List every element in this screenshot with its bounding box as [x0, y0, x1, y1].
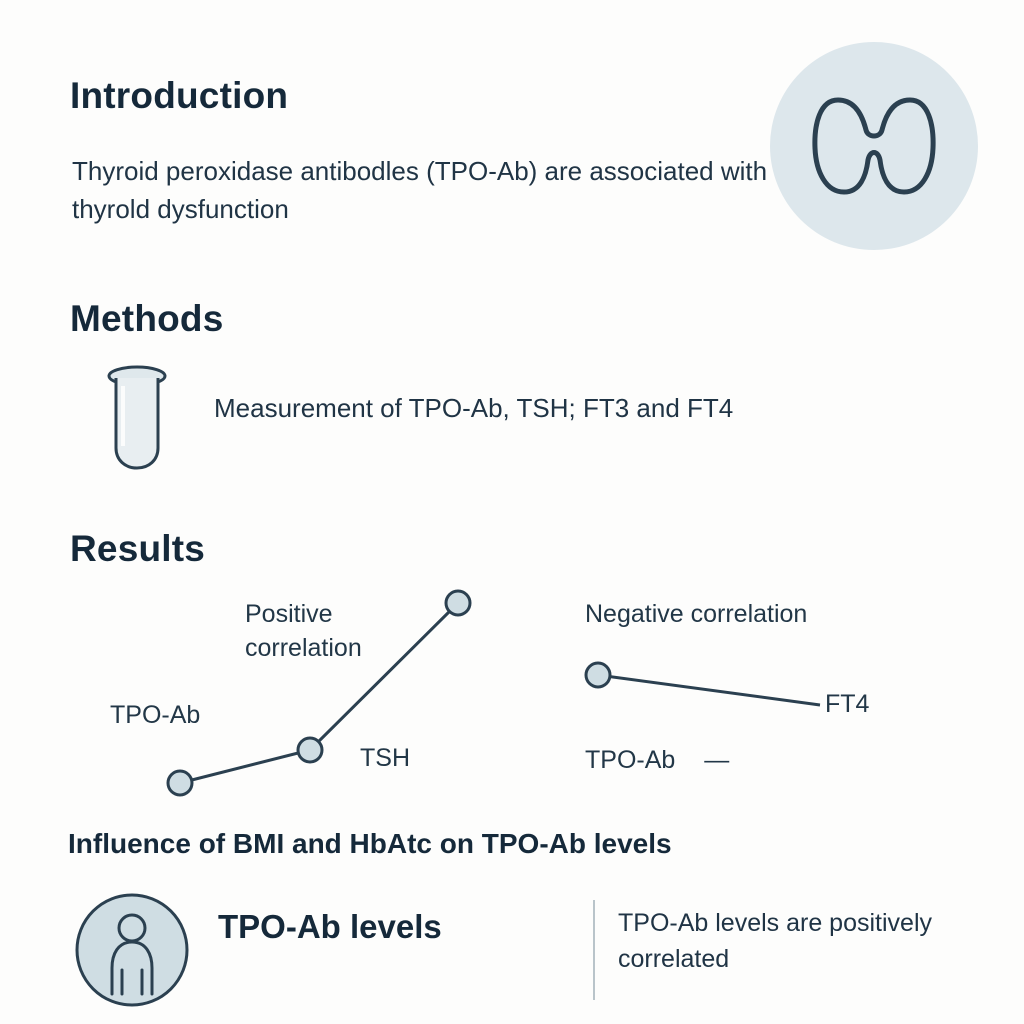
tpoab-levels-heading: TPO-Ab levels: [218, 908, 442, 945]
negative-point-tpoab: [586, 663, 610, 687]
negative-chart-dash: —: [704, 746, 730, 774]
methods-body-text: Measurement of TPO-Ab, TSH; FT3 and FT4: [214, 393, 734, 423]
positive-correlation-caption: Positive correlation: [245, 600, 362, 662]
introduction-heading: Introduction: [70, 75, 289, 116]
methods-heading: Methods: [70, 298, 224, 339]
results-heading: Results: [70, 528, 206, 569]
positive-chart-tsh-label: TSH: [360, 744, 410, 772]
positive-chart-tpoab-label: TPO-Ab: [110, 701, 201, 729]
negative-correlation-line: [598, 675, 820, 705]
influence-heading: Influence of BMI and HbAtc on TPO-Ab levels: [68, 828, 672, 859]
positive-point-tpoab: [168, 771, 192, 795]
influence-note-text: TPO-Ab levels are positively correlated: [618, 909, 933, 973]
thyroid-gland-icon: [770, 42, 978, 250]
negative-chart-ft4-label: FT4: [825, 690, 870, 718]
thyroid-badge: [770, 42, 978, 250]
introduction-body-text: Thyroid peroxidase antibodles (TPO-Ab) are associated with thyrold dysfunction: [72, 156, 768, 224]
positive-point-top: [446, 591, 470, 615]
negative-chart-tpoab-text: TPO-Ab: [585, 746, 676, 774]
negative-correlation-caption: Negative correlation: [585, 600, 808, 628]
test-tube-icon: [92, 360, 182, 475]
vertical-divider: [593, 900, 595, 1000]
positive-point-tsh: [298, 738, 322, 762]
person-in-circle-icon: [70, 890, 210, 1010]
results-graphics: [60, 575, 1000, 815]
negative-chart-tpoab-label: [585, 743, 729, 777]
